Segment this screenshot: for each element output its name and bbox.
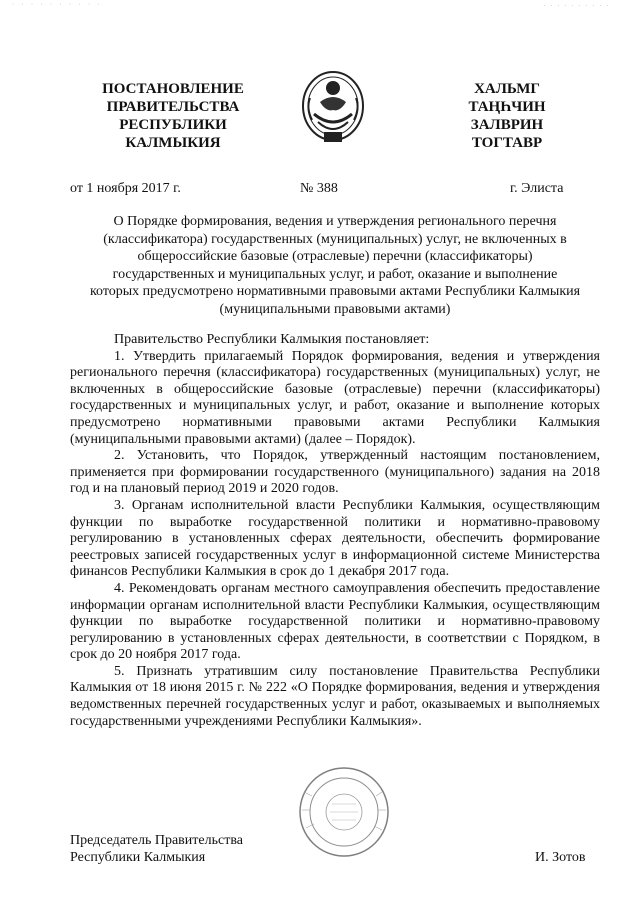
- header-left-line-1: ПОСТАНОВЛЕНИЕ: [102, 81, 244, 97]
- header-right-line-3: ЗАЛВРИН: [470, 117, 544, 133]
- header-left-line-2: ПРАВИТЕЛЬСТВА: [106, 99, 240, 115]
- signature-name: И. Зотов: [535, 850, 586, 865]
- body-paragraph-5: 5. Признать утратившим силу постановление Правительства Республики Калмыкия от 18 июня 2015 г. № 222 «О Порядке формирования, ведения и утверждения ведомственных перечней государственных услуг и работ, оказываемых и выполняемых государственными учреждениями Республики Калмыкия».: [70, 663, 600, 729]
- header-left-line-4: КАЛМЫКИЯ: [125, 135, 221, 151]
- body-intro: Правительство Республики Калмыкия постановляет:: [114, 332, 430, 347]
- header-right-line-1: ХАЛЬМГ: [474, 81, 540, 97]
- signature-position: [70, 832, 243, 866]
- body-paragraph-2: 2. Установить, что Порядок, утвержденный настоящим постановлением, применяется при формировании государственного (муниципального) задания на 2018 год и на плановый период 2019 и 2020 годов.: [70, 448, 600, 497]
- title-line: (муниципальными правовыми актами): [219, 301, 451, 317]
- signature-position-line-2: Республики Калмыкия: [70, 850, 206, 865]
- title-line: (классификатора) государственных (муниципальных) услуг, не включенных в: [103, 231, 567, 247]
- corner-marks-right: . . . . . . . . . .: [543, 2, 610, 8]
- document-date: от 1 ноября 2017 г.: [70, 181, 181, 196]
- header-right-kalmyk: [452, 80, 562, 152]
- body-paragraph-4: 4. Рекомендовать органам местного самоуправления обеспечить предоставление информации органам исполнительной власти Республики Калмыкия, осуществляющим функции по выработке государственной политики и нормативно-правовому регулированию в установленных сферах деятельности, в соответствии с Порядком, в срок до 20 ноября 2017 года.: [70, 580, 600, 663]
- body-paragraph-3: 3. Органам исполнительной власти Республики Калмыкия, осуществляющим функции по выработке государственной политики и нормативно-правовому регулированию в установленных сферах деятельности, обеспечить формирование реестровых записей государственных услуг в информационной системе Министерства финансов Республики Калмыкия в срок до 1 декабря 2017 года.: [70, 497, 600, 580]
- title-line: которых предусмотрено нормативными правовыми актами Республики Калмыкия: [89, 284, 581, 299]
- header-right-line-2: ТАҢҺЧИН: [468, 99, 546, 115]
- title-line: общероссийские базовые (отраслевые) перечни (классификаторы): [137, 249, 533, 264]
- signature-position-line-1: Председатель Правительства: [70, 833, 243, 848]
- header-left-line-3: РЕСПУБЛИКИ: [119, 117, 227, 133]
- header-right-line-4: ТОГТАВР: [471, 135, 543, 151]
- document-city: г. Элиста: [510, 181, 564, 196]
- corner-marks-left: · · · · · · · · · ·: [12, 2, 103, 8]
- coat-of-arms-emblem-icon: [300, 68, 366, 150]
- document-body: [70, 332, 600, 730]
- title-line: О Порядке формирования, ведения и утверждения регионального перечня: [113, 214, 557, 229]
- document-number: № 388: [300, 181, 338, 196]
- header-left-russian: [88, 80, 258, 152]
- title-line: государственных и муниципальных услуг, и работ, оказание и выполнение: [112, 266, 558, 282]
- body-paragraph-1: 1. Утвердить прилагаемый Порядок формирования, ведения и утверждения регионального перечня (классификатора) государственных (муниципальных) услуг, не включенных в общероссийские базовые (отраслевые) перечни (классификаторы) государственных и муниципальных услуг, и работ, оказание и выполнение которых предусмотрено нормативными правовыми актами Республики Калмыкия (муниципальными правовыми актами) (далее – Порядок).: [70, 348, 600, 447]
- document-title: [70, 213, 600, 318]
- official-seal-stamp-icon: [282, 762, 412, 862]
